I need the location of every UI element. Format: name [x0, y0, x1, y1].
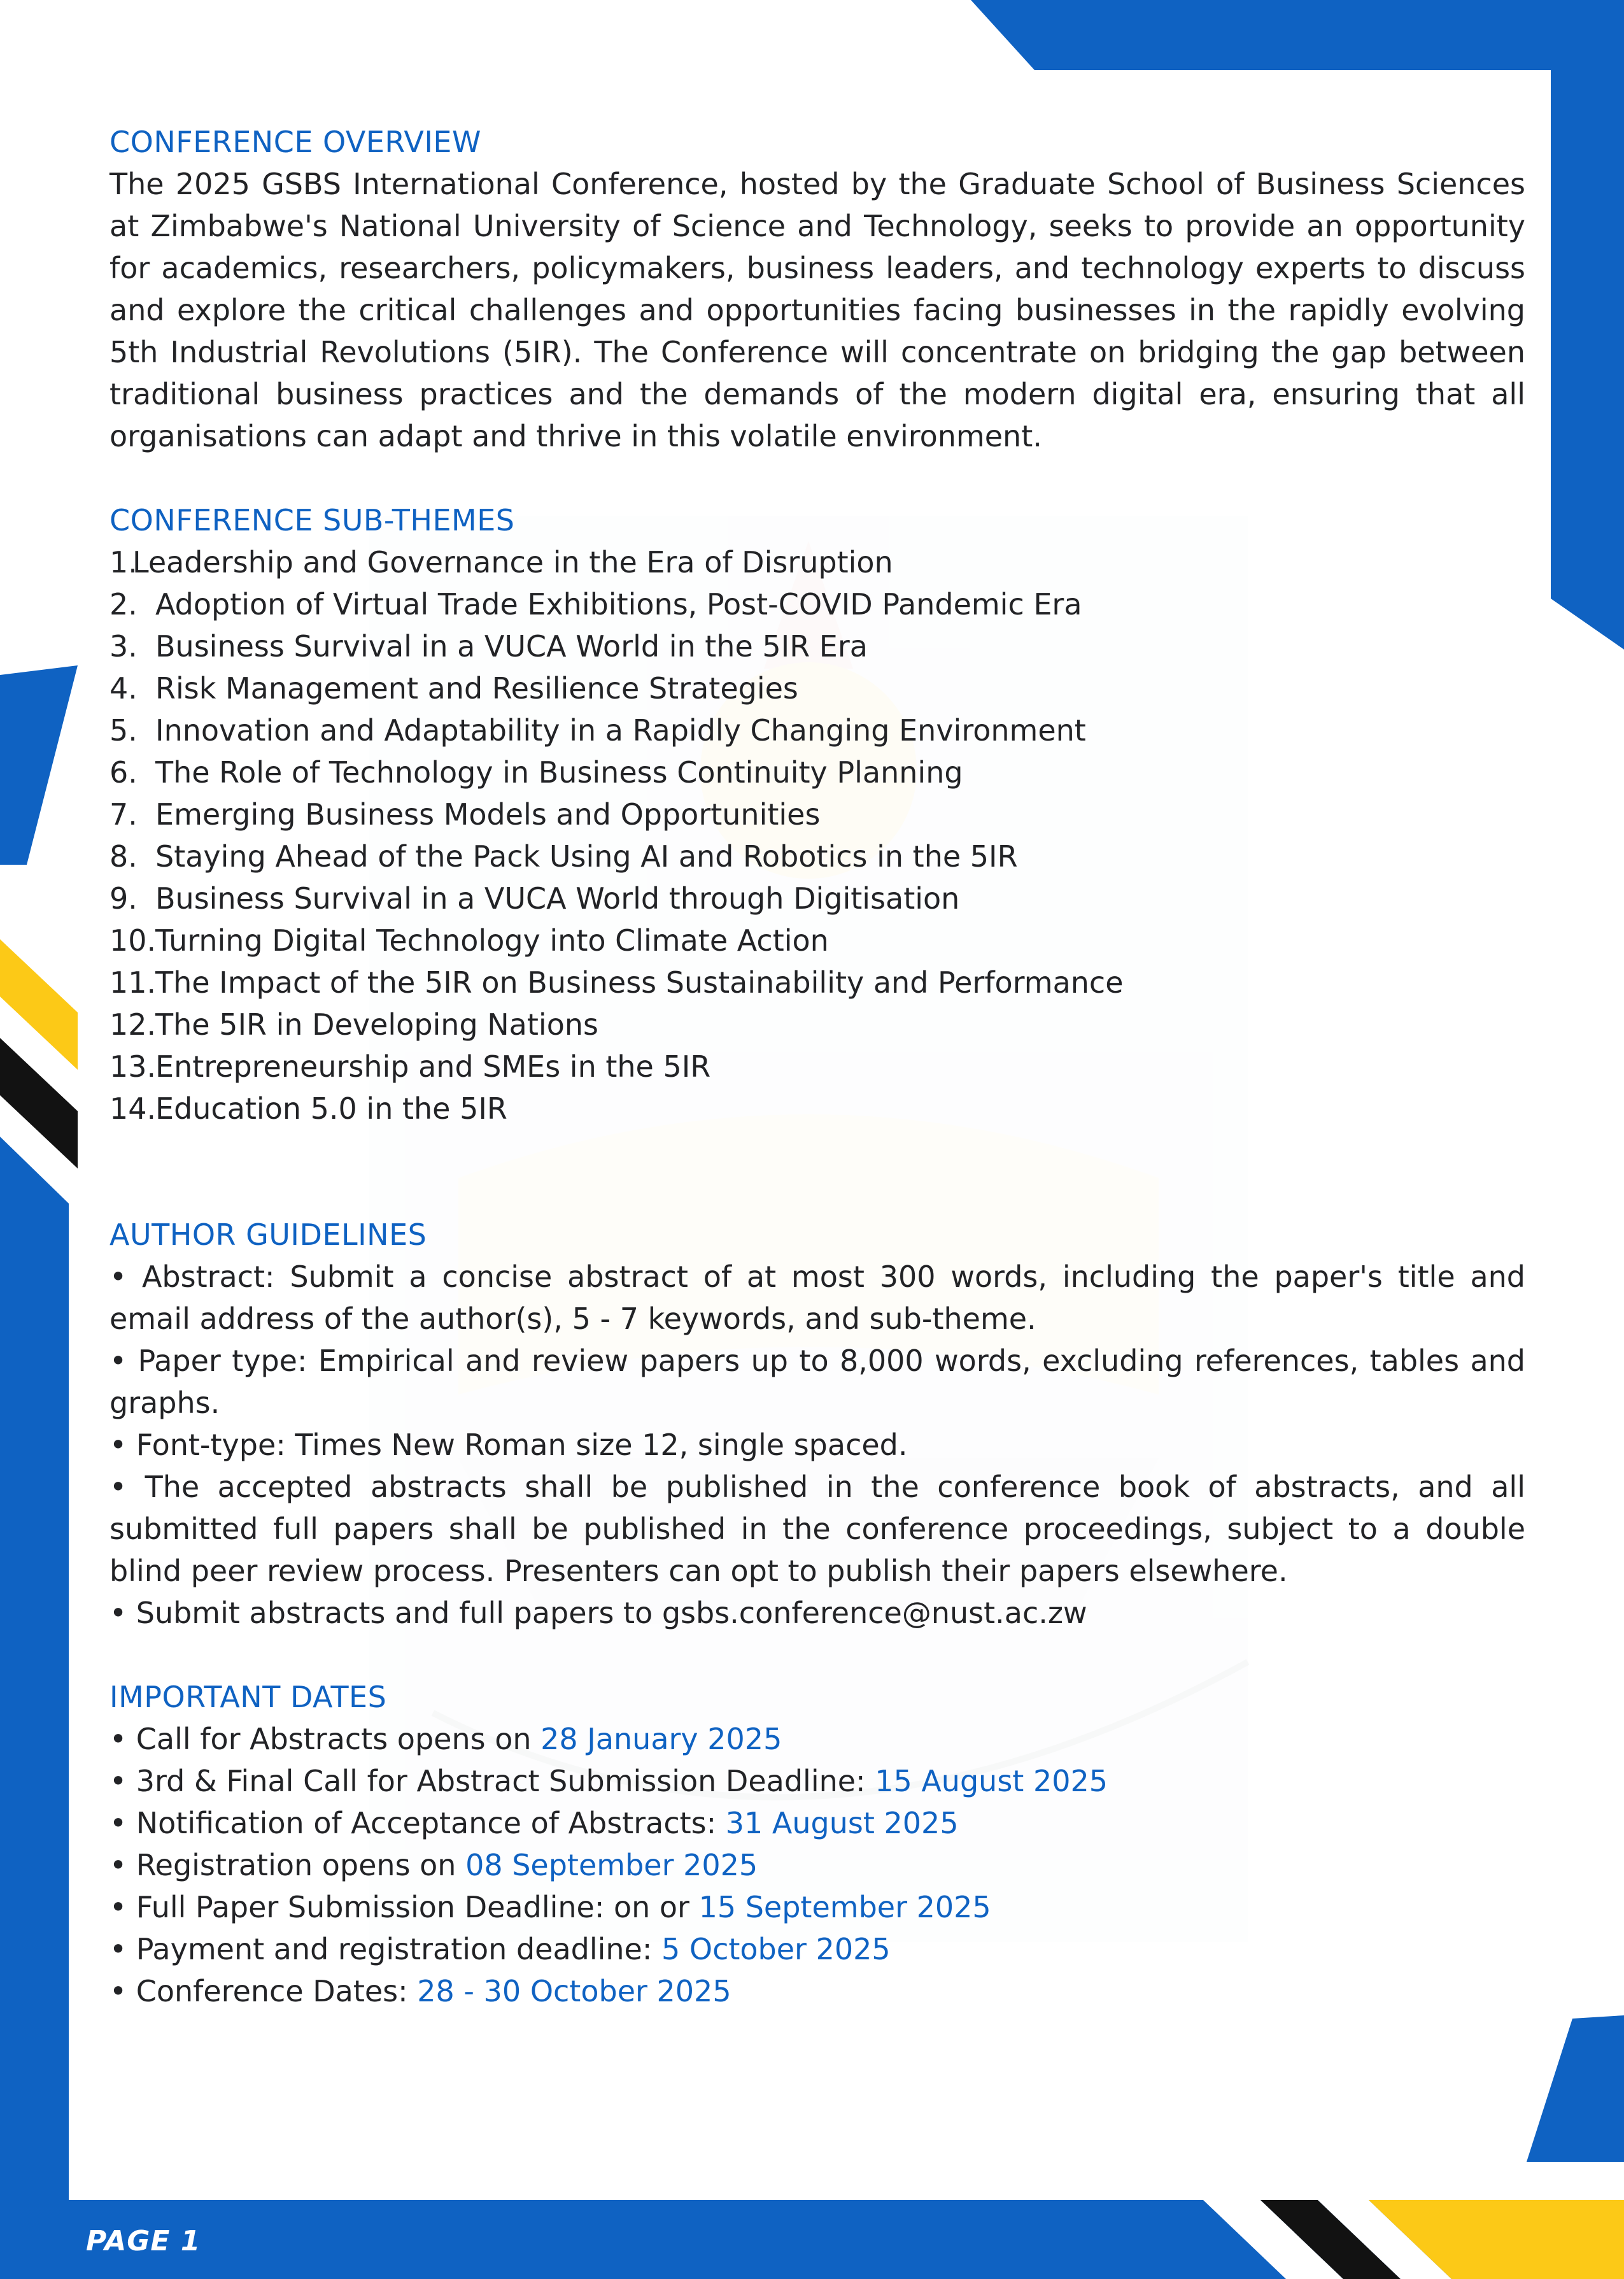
spacer [109, 1172, 1525, 1214]
overview-heading: CONFERENCE OVERVIEW [109, 125, 481, 159]
item-text: Leadership and Governance in the Era of Disruption [132, 545, 893, 579]
date-label: • Conference Dates: [109, 1974, 418, 2008]
item-number: 11. [109, 965, 157, 1000]
item-number: 9. [109, 881, 138, 916]
item-text: Innovation and Adaptability in a Rapidly Changing Environment [155, 713, 1086, 748]
item-text: Turning Digital Technology into Climate Action [155, 923, 829, 958]
date-label: • 3rd & Final Call for Abstract Submission Deadline: [109, 1764, 875, 1798]
date-label: • Registration opens on [109, 1848, 466, 1882]
item-number: 10. [109, 923, 157, 958]
guideline-item: • Font-type: Times New Roman size 12, single spaced. [109, 1428, 908, 1462]
guideline-item: • Submit abstracts and full papers to gsbs.conference@nust.ac.zw [109, 1596, 1087, 1630]
guideline-item: • The accepted abstracts shall be published in the conference book of abstracts, and all submitted full papers shall be published in the conference proceedings, subject to a double blind peer review process. Presenters can opt to publish their papers elsewhere. [109, 1470, 1525, 1588]
guidelines-heading: AUTHOR GUIDELINES [109, 1218, 427, 1252]
item-number: 1. [109, 545, 138, 579]
date-item [109, 1718, 1525, 1760]
list-item [109, 1088, 1525, 1130]
guideline-item: • Paper type: Empirical and review papers up to 8,000 words, excluding references, tables and graphs. [109, 1344, 1525, 1420]
guideline-item: • Abstract: Submit a concise abstract of at most 300 words, including the paper's title and email address of the author(s), 5 - 7 keywords, and sub-theme. [109, 1260, 1525, 1336]
date-label: • Full Paper Submission Deadline: on or [109, 1890, 699, 1924]
list-item [109, 709, 1525, 751]
item-text: Risk Management and Resilience Strategies [155, 671, 798, 706]
date-value: 15 August 2025 [875, 1764, 1108, 1798]
sub-themes-list [109, 541, 1525, 1130]
item-number: 13. [109, 1049, 157, 1084]
spacer [109, 1130, 1525, 1172]
right-lower-shape [1527, 2015, 1624, 2162]
date-label: • Payment and registration deadline: [109, 1932, 661, 1966]
date-item [109, 1760, 1525, 1802]
sub-themes-heading: CONFERENCE SUB-THEMES [109, 503, 515, 537]
author-guidelines-section [109, 1214, 1525, 1634]
overview-paragraph: The 2025 GSBS International Conference, hosted by the Graduate School of Business Sciences at Zimbabwe's National University of Science and Technology, seeks to provide an opportunity for academics, researchers, policymakers, business leaders, and technology experts to discuss and explore the critical challenges and opportunities facing businesses in the rapidly evolving 5th Industrial Revolutions (5IR). The Conference will concentrate on bridging the gap between traditional business practices and the demands of the modern digital era, ensuring that all organisations can adapt and thrive in this volatile environment. [109, 167, 1525, 453]
list-item [109, 625, 1525, 667]
date-value: 28 - 30 October 2025 [417, 1974, 731, 2008]
list-item [109, 919, 1525, 962]
right-strip [1551, 70, 1624, 650]
conference-overview-section [109, 121, 1525, 457]
item-text: The Role of Technology in Business Continuity Planning [155, 755, 963, 790]
date-label: • Call for Abstracts opens on [109, 1722, 541, 1756]
date-label: • Notification of Acceptance of Abstracts: [109, 1806, 726, 1840]
item-text: Emerging Business Models and Opportunities [155, 797, 821, 832]
sub-themes-section [109, 499, 1525, 1130]
item-text: Adoption of Virtual Trade Exhibitions, Post-COVID Pandemic Era [155, 587, 1082, 621]
item-number: 6. [109, 755, 138, 790]
date-value: 28 January 2025 [540, 1722, 782, 1756]
list-item [109, 877, 1525, 919]
item-text: The Impact of the 5IR on Business Sustainability and Performance [155, 965, 1124, 1000]
item-text: Staying Ahead of the Pack Using AI and Robotics in the 5IR [155, 839, 1018, 874]
item-number: 5. [109, 713, 138, 748]
page-content [109, 121, 1525, 2012]
date-value: 15 September 2025 [698, 1890, 991, 1924]
important-dates-section [109, 1676, 1525, 2012]
list-item [109, 835, 1525, 877]
item-text: Business Survival in a VUCA World in the 5IR Era [155, 629, 868, 664]
dates-heading: IMPORTANT DATES [109, 1680, 387, 1714]
item-number: 3. [109, 629, 138, 664]
list-item [109, 541, 1525, 583]
date-item [109, 1844, 1525, 1886]
item-number: 2. [109, 587, 138, 621]
date-value: 5 October 2025 [661, 1932, 891, 1966]
list-item [109, 1046, 1525, 1088]
date-value: 31 August 2025 [725, 1806, 959, 1840]
date-item [109, 1970, 1525, 2012]
item-number: 7. [109, 797, 138, 832]
list-item [109, 667, 1525, 709]
item-number: 14. [109, 1091, 157, 1126]
left-upper-shape [0, 665, 78, 865]
date-item [109, 1802, 1525, 1844]
item-text: Business Survival in a VUCA World through Digitisation [155, 881, 960, 916]
left-lower-shape [0, 1137, 69, 2279]
page-number-label: PAGE 1 [86, 2225, 201, 2257]
list-item [109, 1004, 1525, 1046]
item-number: 8. [109, 839, 138, 874]
list-item [109, 962, 1525, 1004]
item-text: The 5IR in Developing Nations [155, 1007, 598, 1042]
list-item [109, 793, 1525, 835]
item-text: Education 5.0 in the 5IR [155, 1091, 507, 1126]
top-right-bar [971, 0, 1624, 70]
date-item [109, 1886, 1525, 1928]
list-item [109, 583, 1525, 625]
date-item [109, 1928, 1525, 1970]
list-item [109, 751, 1525, 793]
item-number: 12. [109, 1007, 157, 1042]
date-value: 08 September 2025 [465, 1848, 758, 1882]
item-text: Entrepreneurship and SMEs in the 5IR [155, 1049, 711, 1084]
item-number: 4. [109, 671, 138, 706]
